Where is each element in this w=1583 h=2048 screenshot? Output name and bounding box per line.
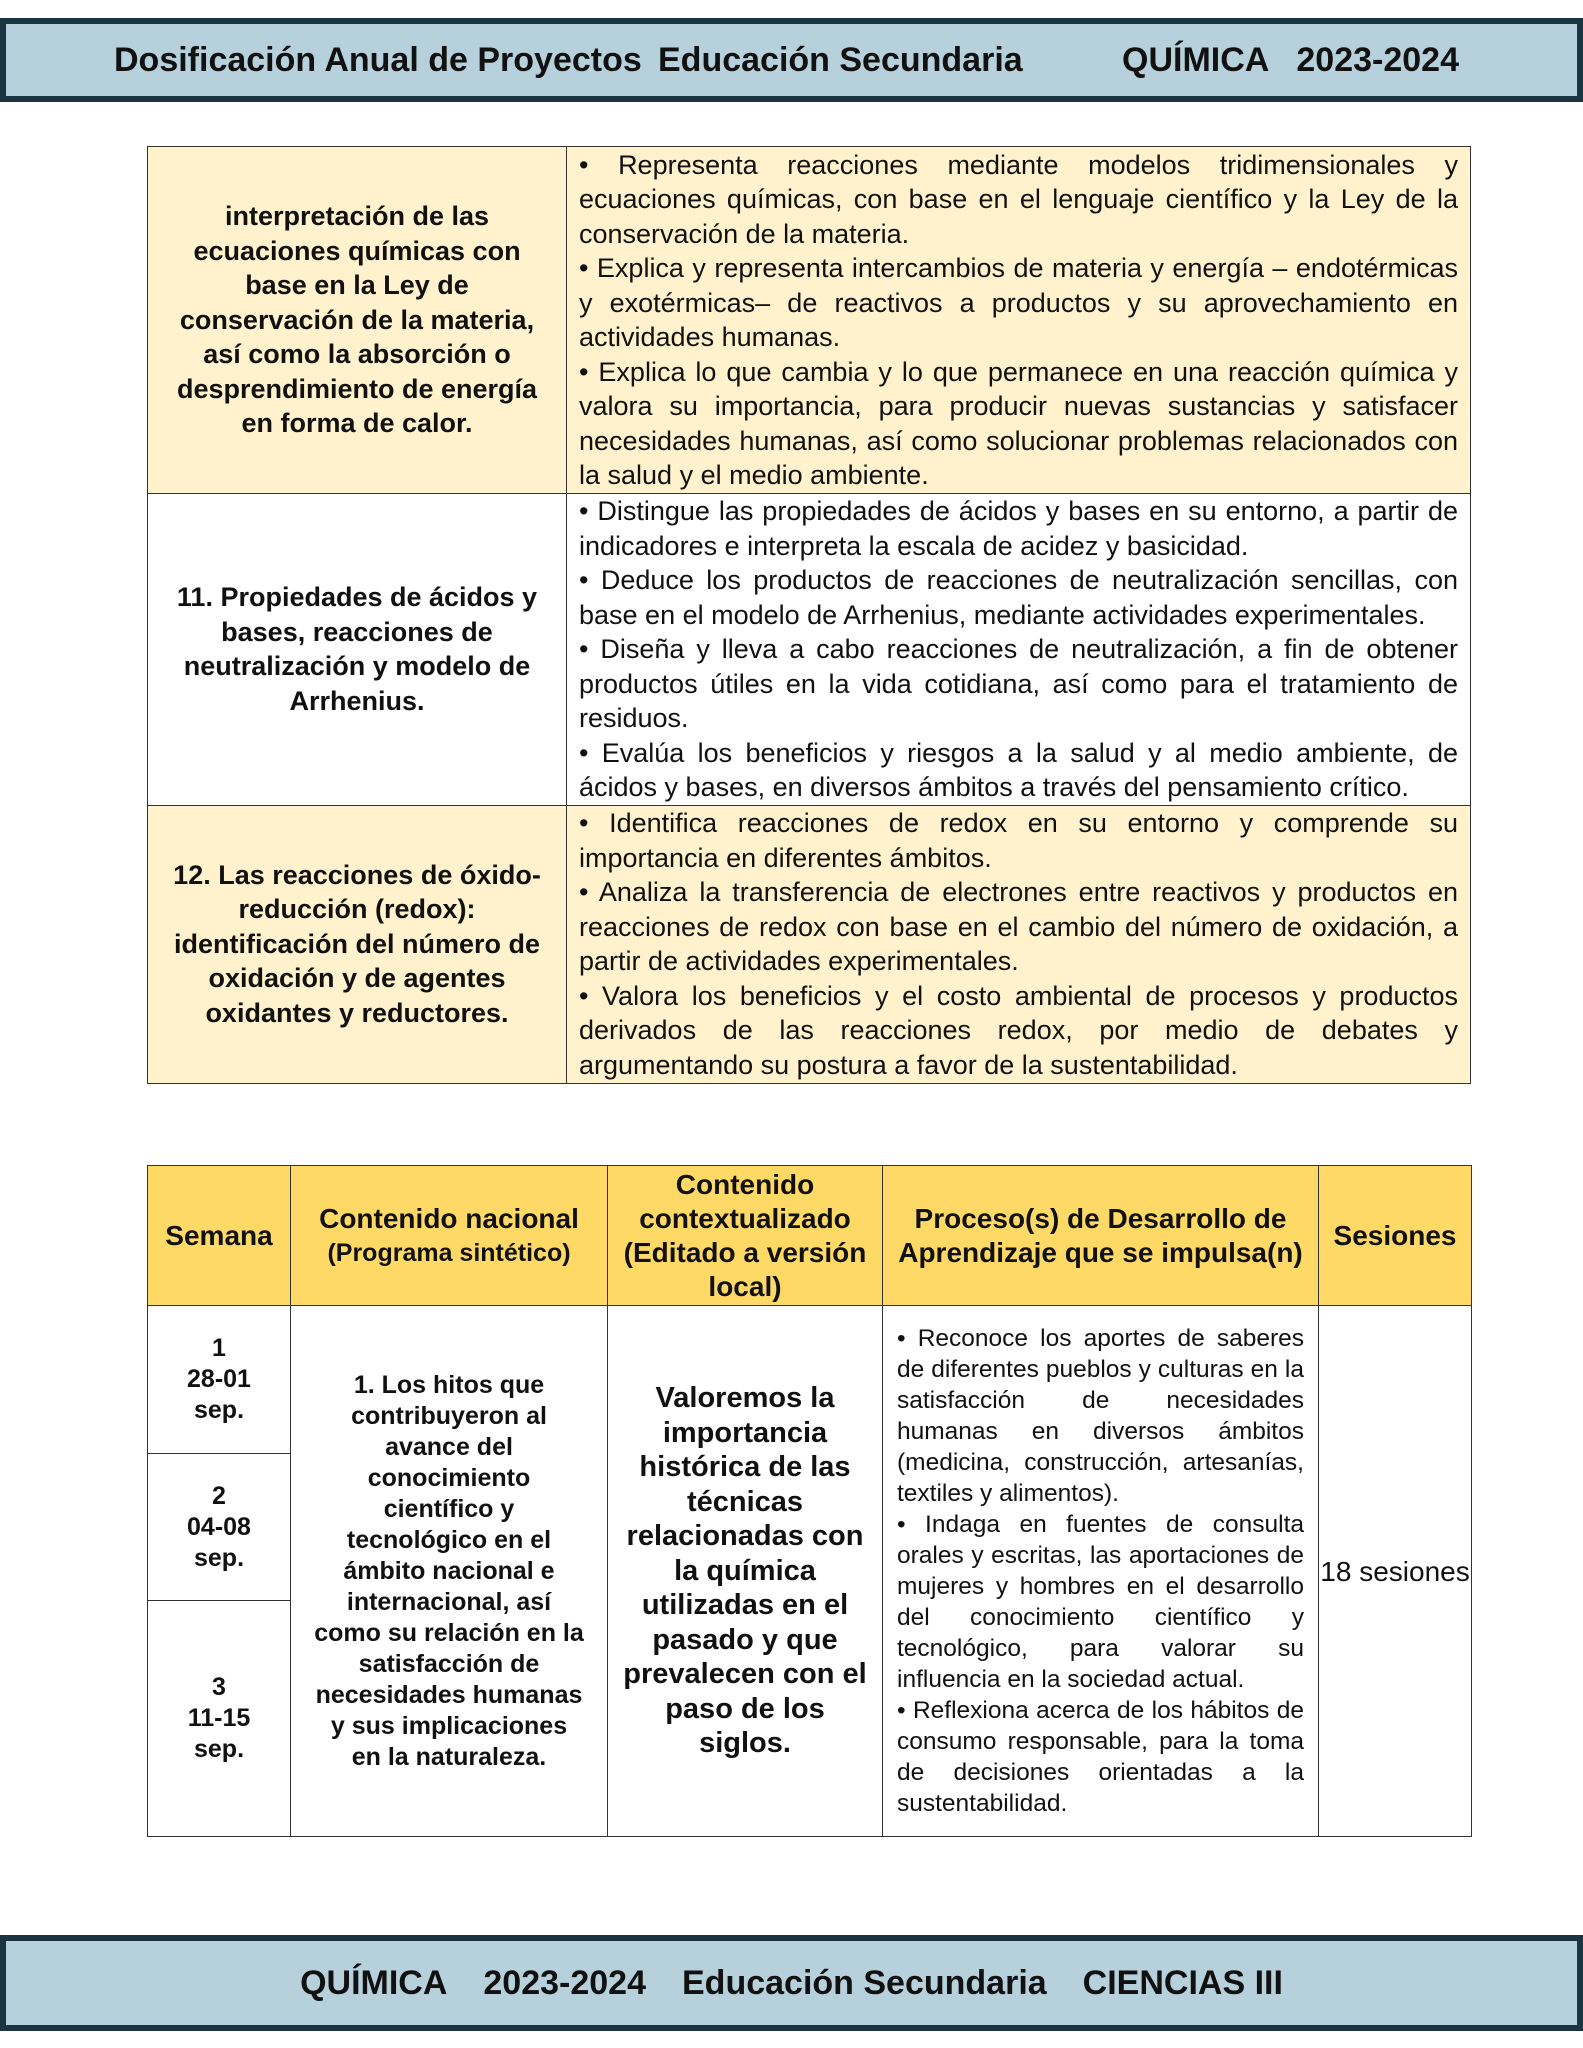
header-contenido-nacional-sub: (Programa sintético): [327, 1238, 571, 1267]
footer-course: CIENCIAS III: [1082, 1963, 1283, 2002]
table-row: [148, 494, 1471, 806]
week-cell: [148, 1306, 291, 1454]
week-dates: 11-15: [187, 1704, 251, 1732]
footer-subject: QUÍMICA: [300, 1963, 448, 2002]
contenido-contextualizado-cell: Valoremos la importancia histórica de las técnicas relacionadas con la química utilizadas en el pasado y que prevalecen con el paso de los siglos.: [608, 1306, 883, 1837]
content-cell: 11. Propiedades de ácidos y bases, reacciones de neutralización y modelo de Arrhenius.: [148, 494, 567, 806]
footer-year: 2023-2024: [483, 1963, 646, 2002]
process-item: • Reconoce los aportes de saberes de diferentes pueblos y culturas en la satisfacción de necesidades humanas en diversos ámbitos (medicina, construcción, artesanías, textiles y alimentos).: [897, 1325, 1304, 1507]
week-month: sep.: [193, 1543, 245, 1572]
table-row: [148, 805, 1471, 1083]
process-item: • Distingue las propiedades de ácidos y bases en su entorno, a partir de indicadores e interpreta la escala de acidez y basicidad.: [579, 496, 1458, 561]
process-item: • Diseña y lleva a cabo reacciones de neutralización, a fin de obtener productos útiles en la vida cotidiana, así como para el tratamiento de residuos.: [579, 634, 1458, 733]
week-number: 2: [212, 1481, 226, 1510]
week-cell: [148, 1601, 291, 1837]
week-dates: 04-08: [187, 1512, 251, 1541]
process-cell: [567, 805, 1471, 1083]
weekly-plan-table: [147, 1165, 1472, 1837]
process-item: • Reflexiona acerca de los hábitos de consumo responsable, para la toma de decisiones orientadas a la sustentabilidad.: [897, 1697, 1304, 1817]
header-proceso: Proceso(s) de Desarrollo de Aprendizaje que se impulsa(n): [883, 1166, 1319, 1306]
learning-process-table: [147, 146, 1471, 1084]
content-cell: interpretación de las ecuaciones químicas con base en la Ley de conservación de la materia, así como la absorción o desprendimiento de energía en forma de calor.: [148, 147, 567, 494]
header-title: Dosificación Anual de Proyectos: [114, 40, 642, 79]
process-item: • Explica y representa intercambios de materia y energía – endotérmicas y exotérmicas– de reactivos a productos y su aprovechamiento en actividades humanas.: [579, 253, 1458, 352]
header-contenido-nacional: [291, 1166, 608, 1306]
process-item: • Analiza la transferencia de electrones entre reactivos y productos en reacciones de redox con base en el cambio del número de oxidación, a partir de actividades experimentales.: [579, 877, 1458, 976]
week-number: 3: [212, 1673, 226, 1701]
week-cell: [148, 1454, 291, 1601]
sesiones-cell: 18 sesiones: [1319, 1306, 1472, 1837]
header-semana: Semana: [148, 1166, 291, 1306]
header-contenido-nacional-label: Contenido nacional: [319, 1202, 579, 1234]
header-level: Educación Secundaria: [658, 40, 1023, 79]
header-subject-year: QUÍMICA 2023-2024: [1122, 40, 1459, 79]
contenido-nacional-cell: 1. Los hitos que contribuyeron al avance del conocimiento científico y tecnológico en el ámbito nacional e internacional, así como su relación en la satisfacción de necesidades humanas y sus implicaciones en la naturaleza.: [291, 1306, 608, 1837]
week-dates: 28-01: [187, 1365, 251, 1393]
week-month: sep.: [193, 1735, 245, 1763]
header-sesiones: Sesiones: [1319, 1166, 1472, 1306]
process-item: • Representa reacciones mediante modelos tridimensionales y ecuaciones químicas, con base en el lenguaje científico y la Ley de la conservación de la materia.: [579, 149, 1458, 249]
content-cell: 12. Las reacciones de óxido-reducción (redox): identificación del número de oxidación y de agentes oxidantes y reductores.: [148, 805, 567, 1083]
process-item: • Identifica reacciones de redox en su entorno y comprende su importancia en diferentes ámbitos.: [579, 808, 1458, 873]
process-item: • Explica lo que cambia y lo que permanece en una reacción química y valora su importancia, para producir nuevas sustancias y satisfacer necesidades humanas, así como solucionar problemas relacionados con la salud y el medio ambiente.: [579, 356, 1458, 490]
process-cell: [567, 494, 1471, 806]
header-banner: [0, 18, 1583, 102]
process-item: • Indaga en fuentes de consulta orales y escritas, las aportaciones de mujeres y hombres en el desarrollo del conocimiento científico y tecnológico, para valorar su influencia en la sociedad actual.: [897, 1511, 1304, 1693]
process-item: • Valora los beneficios y el costo ambiental de procesos y productos derivados de las reacciones redox, por medio de debates y argumentando su postura a favor de la sustentabilidad.: [579, 980, 1458, 1080]
table-row: [148, 1306, 1472, 1454]
process-cell: [567, 147, 1471, 494]
footer-level: Educación Secundaria: [682, 1963, 1047, 2002]
process-item: • Evalúa los beneficios y riesgos a la salud y al medio ambiente, de ácidos y bases, en diversos ámbitos a través del pensamiento crítico.: [579, 737, 1458, 802]
table-header-row: [148, 1166, 1472, 1306]
footer-banner: [0, 1935, 1583, 2031]
week-month: sep.: [193, 1396, 245, 1424]
table-row: [148, 147, 1471, 494]
week-number: 1: [212, 1334, 226, 1362]
proceso-cell: [883, 1306, 1319, 1837]
process-item: • Deduce los productos de reacciones de neutralización sencillas, con base en el modelo de Arrhenius, mediante actividades experimentales.: [579, 565, 1458, 630]
header-contenido-contextualizado: Contenido contextualizado (Editado a versión local): [608, 1166, 883, 1306]
